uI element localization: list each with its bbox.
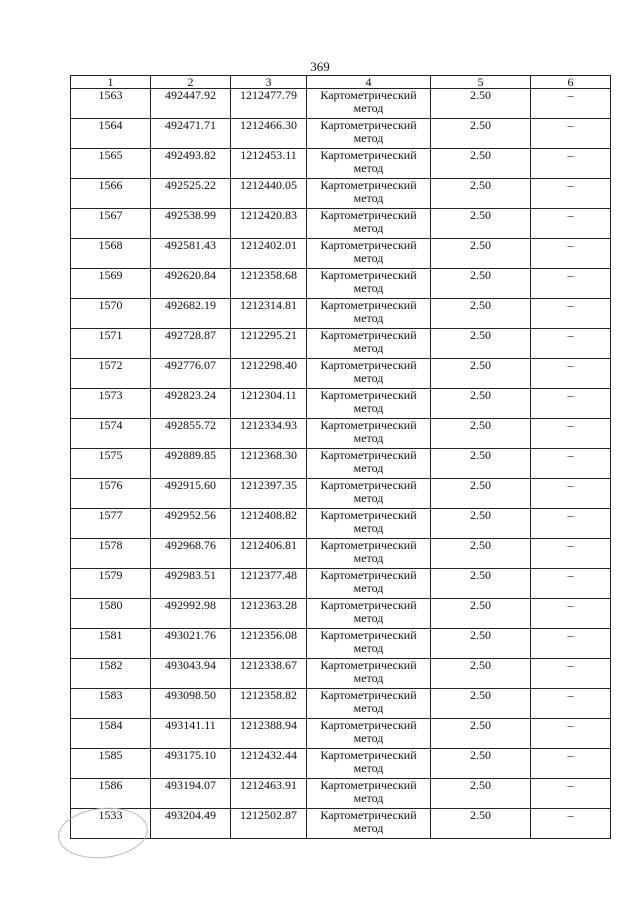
method-line-1: Картометрический [320, 298, 417, 312]
table-row [71, 719, 611, 749]
table-row [71, 689, 611, 719]
method-line-2: метод [353, 521, 384, 535]
method-line-1: Картометрический [320, 808, 417, 822]
method-line-1: Картометрический [320, 748, 417, 762]
cell-accuracy: 2.50 [431, 719, 531, 749]
table-row [71, 179, 611, 209]
method-line-1: Картометрический [320, 568, 417, 582]
cell-note: – [531, 599, 611, 629]
cell-accuracy: 2.50 [431, 509, 531, 539]
cell-x-coordinate: 492855.72 [151, 419, 231, 449]
table-row [71, 449, 611, 479]
cell-accuracy: 2.50 [431, 449, 531, 479]
method-line-1: Картометрический [320, 358, 417, 372]
cell-y-coordinate: 1212477.79 [231, 89, 307, 119]
cell-accuracy: 2.50 [431, 599, 531, 629]
cell-method [307, 389, 431, 419]
cell-y-coordinate: 1212295.21 [231, 329, 307, 359]
cell-accuracy: 2.50 [431, 299, 531, 329]
table-header-row [71, 76, 611, 89]
column-header-accuracy: 5 [431, 76, 531, 89]
cell-x-coordinate: 492581.43 [151, 239, 231, 269]
cell-y-coordinate: 1212358.82 [231, 689, 307, 719]
cell-point-number: 1582 [71, 659, 151, 689]
cell-accuracy: 2.50 [431, 419, 531, 449]
cell-point-number: 1566 [71, 179, 151, 209]
cell-note: – [531, 419, 611, 449]
cell-note: – [531, 389, 611, 419]
cell-y-coordinate: 1212463.91 [231, 779, 307, 809]
cell-method [307, 659, 431, 689]
table-row [71, 89, 611, 119]
method-line-2: метод [353, 581, 384, 595]
method-line-1: Картометрический [320, 778, 417, 792]
cell-accuracy: 2.50 [431, 209, 531, 239]
method-line-2: метод [353, 761, 384, 775]
cell-accuracy: 2.50 [431, 479, 531, 509]
page-number: 369 [310, 59, 330, 74]
table-row [71, 659, 611, 689]
cell-y-coordinate: 1212334.93 [231, 419, 307, 449]
cell-accuracy: 2.50 [431, 119, 531, 149]
cell-y-coordinate: 1212368.30 [231, 449, 307, 479]
cell-point-number: 1571 [71, 329, 151, 359]
method-line-1: Картометрический [320, 628, 417, 642]
cell-x-coordinate: 492447.92 [151, 89, 231, 119]
cell-note: – [531, 569, 611, 599]
cell-note: – [531, 359, 611, 389]
cell-note: – [531, 629, 611, 659]
cell-note: – [531, 299, 611, 329]
cell-note: – [531, 509, 611, 539]
cell-x-coordinate: 493194.07 [151, 779, 231, 809]
method-line-2: метод [353, 101, 384, 115]
method-line-2: метод [353, 371, 384, 385]
cell-x-coordinate: 493021.76 [151, 629, 231, 659]
cell-y-coordinate: 1212406.81 [231, 539, 307, 569]
cell-method [307, 209, 431, 239]
cell-y-coordinate: 1212466.30 [231, 119, 307, 149]
cell-point-number: 1580 [71, 599, 151, 629]
cell-method [307, 689, 431, 719]
method-line-2: метод [353, 401, 384, 415]
cell-x-coordinate: 492682.19 [151, 299, 231, 329]
method-line-2: метод [353, 431, 384, 445]
cell-accuracy: 2.50 [431, 389, 531, 419]
cell-note: – [531, 809, 611, 839]
table-row [71, 779, 611, 809]
cell-note: – [531, 719, 611, 749]
cell-x-coordinate: 492823.24 [151, 389, 231, 419]
table-row [71, 629, 611, 659]
cell-note: – [531, 119, 611, 149]
cell-point-number: 1568 [71, 239, 151, 269]
cell-y-coordinate: 1212502.87 [231, 809, 307, 839]
cell-method [307, 479, 431, 509]
method-line-2: метод [353, 791, 384, 805]
cell-x-coordinate: 493141.11 [151, 719, 231, 749]
cell-note: – [531, 659, 611, 689]
method-line-2: метод [353, 641, 384, 655]
cell-accuracy: 2.50 [431, 239, 531, 269]
cell-point-number: 1572 [71, 359, 151, 389]
cell-method [307, 539, 431, 569]
cell-x-coordinate: 493204.49 [151, 809, 231, 839]
method-line-1: Картометрический [320, 658, 417, 672]
cell-method [307, 239, 431, 269]
method-line-2: метод [353, 821, 384, 835]
cell-method [307, 329, 431, 359]
cell-note: – [531, 89, 611, 119]
cell-note: – [531, 179, 611, 209]
method-line-1: Картометрический [320, 328, 417, 342]
method-line-1: Картометрический [320, 208, 417, 222]
method-line-1: Картометрический [320, 178, 417, 192]
cell-x-coordinate: 492776.07 [151, 359, 231, 389]
cell-x-coordinate: 492983.51 [151, 569, 231, 599]
cell-method [307, 809, 431, 839]
cell-method [307, 779, 431, 809]
cell-accuracy: 2.50 [431, 809, 531, 839]
cell-method [307, 599, 431, 629]
table-row [71, 749, 611, 779]
method-line-2: метод [353, 551, 384, 565]
method-line-1: Картометрический [320, 508, 417, 522]
cell-method [307, 449, 431, 479]
column-header-y: 3 [231, 76, 307, 89]
method-line-2: метод [353, 701, 384, 715]
cell-y-coordinate: 1212388.94 [231, 719, 307, 749]
method-line-1: Картометрический [320, 598, 417, 612]
cell-point-number: 1569 [71, 269, 151, 299]
method-line-1: Картометрический [320, 538, 417, 552]
cell-point-number: 1573 [71, 389, 151, 419]
cell-point-number: 1563 [71, 89, 151, 119]
table-row [71, 209, 611, 239]
cell-x-coordinate: 492525.22 [151, 179, 231, 209]
method-line-2: метод [353, 251, 384, 265]
cell-note: – [531, 449, 611, 479]
cell-accuracy: 2.50 [431, 89, 531, 119]
column-header-note: 6 [531, 76, 611, 89]
cell-method [307, 119, 431, 149]
cell-accuracy: 2.50 [431, 659, 531, 689]
cell-y-coordinate: 1212304.11 [231, 389, 307, 419]
table-row [71, 539, 611, 569]
cell-point-number: 1570 [71, 299, 151, 329]
table-row [71, 569, 611, 599]
cell-point-number: 1577 [71, 509, 151, 539]
table-row [71, 509, 611, 539]
cell-accuracy: 2.50 [431, 629, 531, 659]
method-line-1: Картометрический [320, 88, 417, 102]
table-row [71, 809, 611, 839]
table-row [71, 299, 611, 329]
method-line-2: метод [353, 731, 384, 745]
coordinates-table [70, 75, 611, 839]
cell-point-number: 1565 [71, 149, 151, 179]
cell-accuracy: 2.50 [431, 689, 531, 719]
table-row [71, 479, 611, 509]
cell-y-coordinate: 1212314.81 [231, 299, 307, 329]
cell-x-coordinate: 492538.99 [151, 209, 231, 239]
method-line-1: Картометрический [320, 688, 417, 702]
cell-x-coordinate: 492915.60 [151, 479, 231, 509]
cell-method [307, 419, 431, 449]
cell-y-coordinate: 1212356.08 [231, 629, 307, 659]
cell-x-coordinate: 492952.56 [151, 509, 231, 539]
column-header-x: 2 [151, 76, 231, 89]
table-row [71, 149, 611, 179]
cell-x-coordinate: 492471.71 [151, 119, 231, 149]
cell-x-coordinate: 492968.76 [151, 539, 231, 569]
cell-point-number: 1584 [71, 719, 151, 749]
cell-method [307, 359, 431, 389]
cell-y-coordinate: 1212453.11 [231, 149, 307, 179]
column-header-point-number: 1 [71, 76, 151, 89]
cell-y-coordinate: 1212432.44 [231, 749, 307, 779]
table-row [71, 329, 611, 359]
method-line-1: Картометрический [320, 118, 417, 132]
method-line-2: метод [353, 341, 384, 355]
cell-point-number: 1585 [71, 749, 151, 779]
cell-accuracy: 2.50 [431, 779, 531, 809]
cell-note: – [531, 689, 611, 719]
method-line-2: метод [353, 461, 384, 475]
cell-point-number: 1581 [71, 629, 151, 659]
cell-note: – [531, 239, 611, 269]
cell-method [307, 629, 431, 659]
cell-method [307, 569, 431, 599]
cell-method [307, 509, 431, 539]
method-line-2: метод [353, 491, 384, 505]
table-row [71, 239, 611, 269]
method-line-2: метод [353, 281, 384, 295]
cell-method [307, 749, 431, 779]
cell-accuracy: 2.50 [431, 149, 531, 179]
cell-method [307, 269, 431, 299]
cell-x-coordinate: 493098.50 [151, 689, 231, 719]
method-line-1: Картометрический [320, 388, 417, 402]
method-line-2: метод [353, 161, 384, 175]
cell-x-coordinate: 493043.94 [151, 659, 231, 689]
cell-x-coordinate: 492620.84 [151, 269, 231, 299]
cell-accuracy: 2.50 [431, 269, 531, 299]
cell-point-number: 1583 [71, 689, 151, 719]
cell-y-coordinate: 1212298.40 [231, 359, 307, 389]
table-row [71, 119, 611, 149]
cell-point-number: 1586 [71, 779, 151, 809]
cell-method [307, 299, 431, 329]
cell-x-coordinate: 493175.10 [151, 749, 231, 779]
cell-point-number: 1564 [71, 119, 151, 149]
cell-note: – [531, 539, 611, 569]
table-row [71, 419, 611, 449]
cell-accuracy: 2.50 [431, 179, 531, 209]
cell-note: – [531, 269, 611, 299]
method-line-2: метод [353, 311, 384, 325]
cell-accuracy: 2.50 [431, 329, 531, 359]
method-line-1: Картометрический [320, 268, 417, 282]
table-row [71, 359, 611, 389]
cell-x-coordinate: 492493.82 [151, 149, 231, 179]
method-line-1: Картометрический [320, 238, 417, 252]
method-line-2: метод [353, 131, 384, 145]
cell-note: – [531, 149, 611, 179]
cell-y-coordinate: 1212402.01 [231, 239, 307, 269]
cell-note: – [531, 329, 611, 359]
method-line-1: Картометрический [320, 148, 417, 162]
cell-accuracy: 2.50 [431, 749, 531, 779]
method-line-2: метод [353, 671, 384, 685]
method-line-2: метод [353, 221, 384, 235]
cell-point-number: 1575 [71, 449, 151, 479]
cell-y-coordinate: 1212377.48 [231, 569, 307, 599]
column-header-method: 4 [307, 76, 431, 89]
cell-note: – [531, 749, 611, 779]
cell-y-coordinate: 1212338.67 [231, 659, 307, 689]
cell-method [307, 149, 431, 179]
cell-y-coordinate: 1212358.68 [231, 269, 307, 299]
cell-y-coordinate: 1212440.05 [231, 179, 307, 209]
method-line-2: метод [353, 611, 384, 625]
cell-note: – [531, 479, 611, 509]
cell-y-coordinate: 1212408.82 [231, 509, 307, 539]
method-line-2: метод [353, 191, 384, 205]
cell-y-coordinate: 1212397.35 [231, 479, 307, 509]
method-line-1: Картометрический [320, 418, 417, 432]
cell-y-coordinate: 1212363.28 [231, 599, 307, 629]
cell-x-coordinate: 492889.85 [151, 449, 231, 479]
cell-point-number: 1574 [71, 419, 151, 449]
cell-x-coordinate: 492992.98 [151, 599, 231, 629]
method-line-1: Картометрический [320, 448, 417, 462]
cell-method [307, 719, 431, 749]
cell-note: – [531, 779, 611, 809]
cell-method [307, 89, 431, 119]
table-row [71, 599, 611, 629]
method-line-1: Картометрический [320, 718, 417, 732]
method-line-1: Картометрический [320, 478, 417, 492]
cell-accuracy: 2.50 [431, 359, 531, 389]
cell-point-number: 1576 [71, 479, 151, 509]
cell-point-number: 1579 [71, 569, 151, 599]
cell-point-number: 1567 [71, 209, 151, 239]
cell-method [307, 179, 431, 209]
cell-accuracy: 2.50 [431, 539, 531, 569]
table-row [71, 269, 611, 299]
table-row [71, 389, 611, 419]
cell-accuracy: 2.50 [431, 569, 531, 599]
cell-point-number: 1533 [71, 809, 151, 839]
cell-y-coordinate: 1212420.83 [231, 209, 307, 239]
cell-point-number: 1578 [71, 539, 151, 569]
cell-x-coordinate: 492728.87 [151, 329, 231, 359]
cell-note: – [531, 209, 611, 239]
